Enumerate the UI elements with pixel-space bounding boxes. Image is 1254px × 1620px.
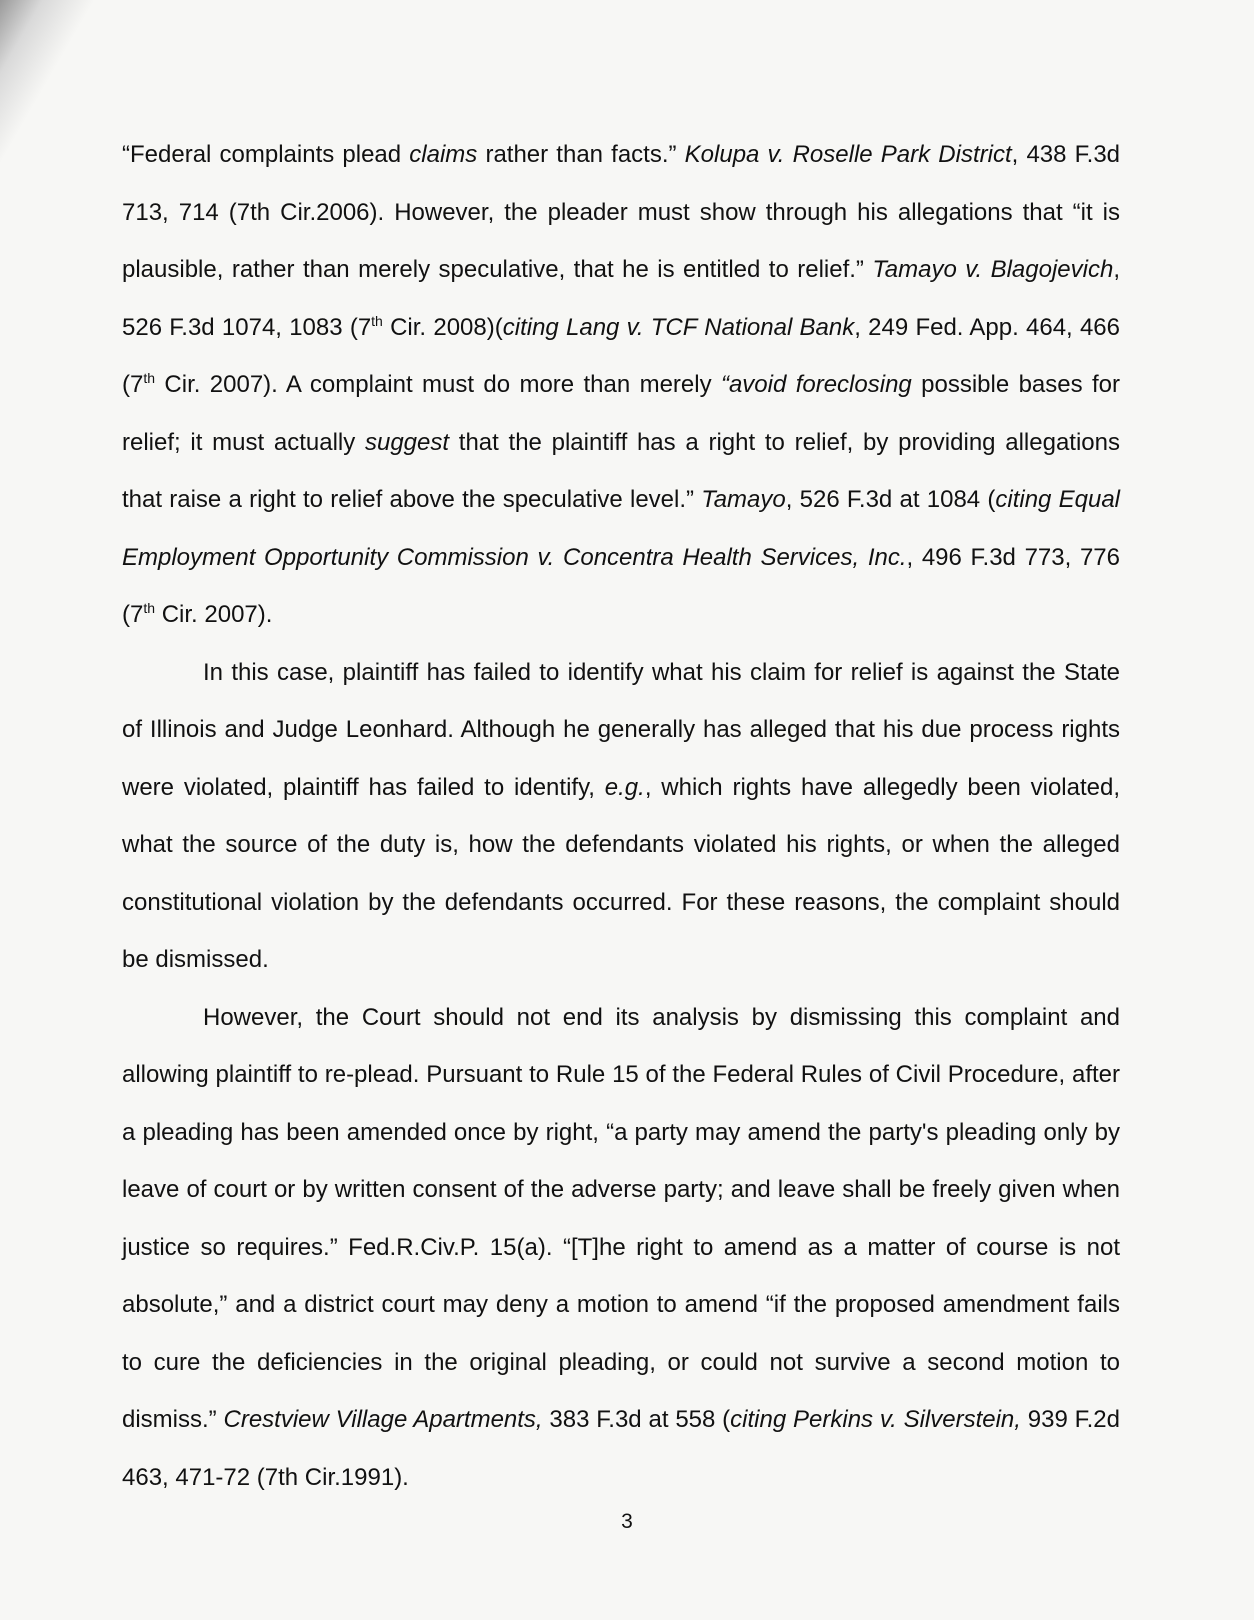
paragraph (122, 644, 1120, 989)
page-number: 3 (621, 1510, 633, 1533)
superscript: th (143, 600, 156, 616)
superscript: th (371, 312, 383, 329)
italic-text: citing Perkins v. Silverstein, (730, 1406, 1021, 1433)
text-run: In this case, plaintiff has failed to identify what his claim for relief is against the State of Illinois and Judge Leonhard. Although he generally has alleged that his due process rights were violated, plaintiff has failed to identify, (122, 658, 1120, 801)
italic-text: claims (409, 141, 478, 168)
italic-text: suggest (364, 428, 450, 456)
scan-corner-shadow (0, 0, 110, 220)
text-run: Cir. 2007). A complaint must do more than merely (155, 371, 721, 398)
italic-text: Crestview Village Apartments, (223, 1406, 543, 1433)
paragraph (122, 989, 1120, 1507)
text-run: , 496 F.3d 773, 776 (7 (122, 543, 1120, 628)
text-run: , 526 F.3d at 1084 ( (785, 486, 996, 513)
text-run: However, the Court should not end its analysis by dismissing this complaint and allowing plaintiff to re-plead. Pursuant to Rule 15 of the Federal Rules of Civil Procedure, after a pleading has been amended once by right, “a party may amend the party's pleading only by leave of court or by written consent of the adverse party; and leave shall be freely given when justice so requires.” Fed.R.Civ.P. 15(a). “[T]he right to amend as a matter of course is not absolute,” and a district court may deny a motion to amend “if the proposed amendment fails to cure the deficiencies in the original pleading, or could not survive a second motion to dismiss.” (122, 1003, 1120, 1433)
text-run: possible bases for relief; it must actually (122, 371, 1120, 456)
italic-text: “avoid foreclosing (720, 371, 912, 398)
text-run: that the plaintiff has a right to relief, by providing allegations that raise a right to relief above the speculative level.” (122, 428, 1120, 513)
italic-text: Tamayo v. Blagojevich (872, 256, 1114, 283)
italic-text: e.g. (604, 773, 645, 801)
text-run: 383 F.3d at 558 ( (542, 1406, 731, 1433)
text-run: , 526 F.3d 1074, 1083 (7 (122, 256, 1120, 341)
text-run: Cir. 2008)( (382, 313, 503, 341)
italic-text: citing Equal Employment Opportunity Commission v. Concentra Health Services, Inc. (122, 486, 1121, 571)
text-run: rather than facts.” (477, 141, 685, 168)
text-run: , 249 Fed. App. 464, 466 (7 (122, 313, 1121, 398)
paragraph (122, 126, 1120, 644)
text-run: , which rights have allegedly been violated, what the source of the duty is, how the defendants violated his rights, or when the alleged constitutional violation by the defendants occurred. For these reasons, the complaint should be dismissed. (122, 773, 1121, 973)
text-run: Cir. 2007). (155, 601, 273, 628)
italic-text: Tamayo (701, 486, 786, 513)
text-run: “Federal complaints plead (122, 141, 410, 168)
superscript: th (143, 370, 156, 386)
italic-text: Kolupa v. Roselle Park District (684, 141, 1012, 168)
text-run: , 438 F.3d 713, 714 (7th Cir.2006). However, the pleader must show through his allegations that “it is plausible, rather than merely speculative, that he is entitled to relief.” (122, 141, 1121, 283)
document-body (122, 126, 1120, 1506)
text-run: 939 F.2d 463, 471-72 (7th Cir.1991). (122, 1406, 1121, 1491)
italic-text: citing Lang v. TCF National Bank (502, 313, 855, 341)
